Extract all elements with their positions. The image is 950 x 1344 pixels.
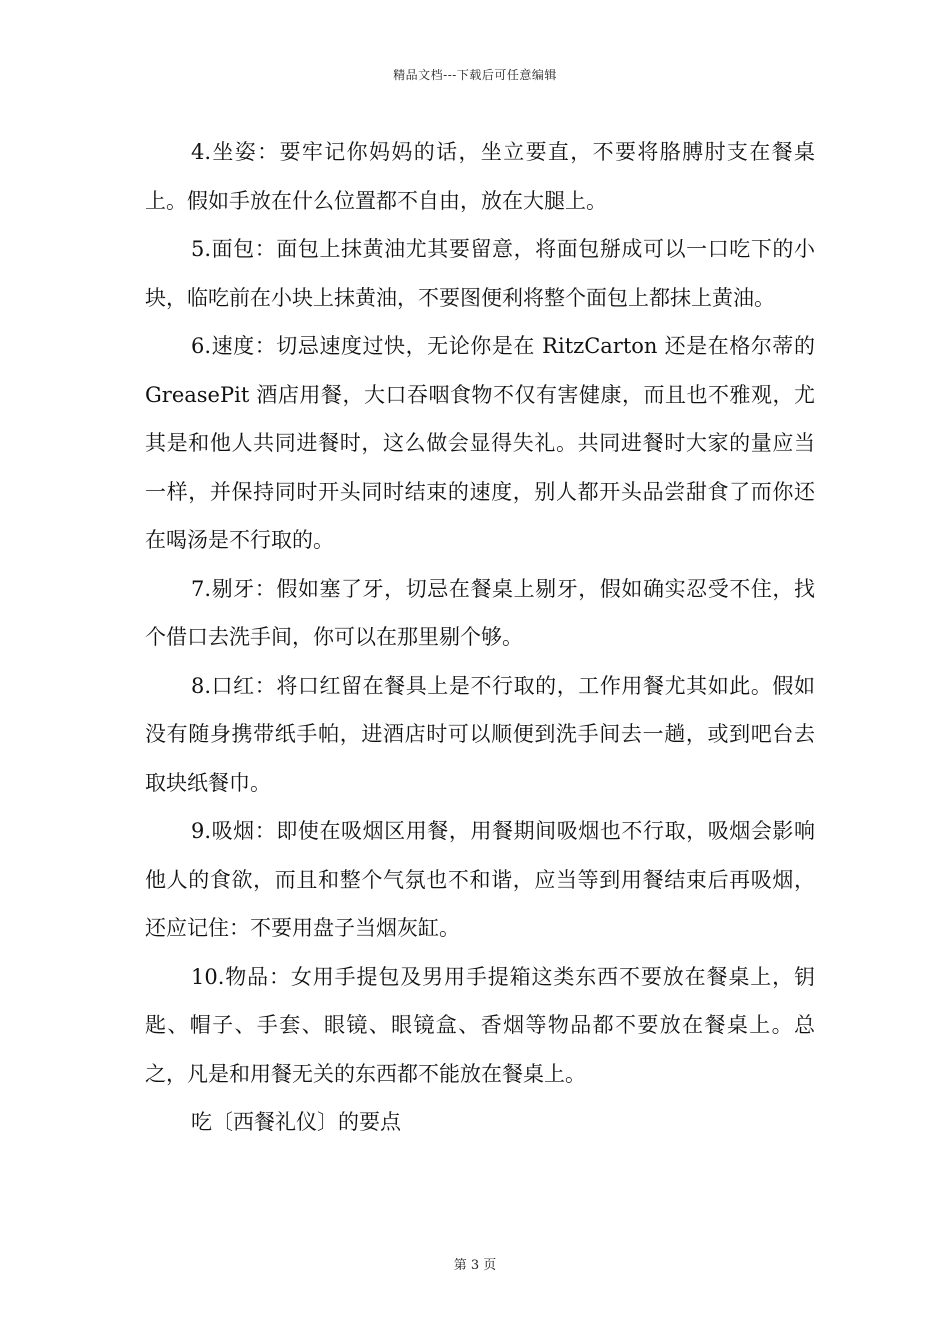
paragraph-smoking: 9.吸烟：即使在吸烟区用餐，用餐期间吸烟也不行取，吸烟会影响他人的食欲，而且和整个气氛也不和谐，应当等到用餐结束后再吸烟，还应记住：不要用盘子当烟灰缸。	[145, 819, 815, 940]
paragraph-lipstick: 8.口红：将口红留在餐具上是不行取的，工作用餐尤其如此。假如没有随身携带纸手帕，进酒店时可以顺便到洗手间去一趟，或到吧台去取块纸餐巾。	[145, 673, 815, 795]
paragraph-bread: 5.面包：面包上抹黄油尤其要留意，将面包掰成可以一口吃下的小块，临吃前在小块上抹黄油，不要图便利将整个面包上都抹上黄油。	[145, 237, 815, 310]
page-header: 精品文档---下载后可任意编辑	[393, 68, 557, 82]
paragraph-speed: 6.速度：切忌速度过快，无论你是在 RitzCarton 还是在格尔蒂的 GreasePit 酒店用餐，大口吞咽食物不仅有害健康，而且也不雅观，尤其是和他人共同进餐时，这么做会显得失礼。共同进餐时大家的量应当一样，并保持同时开头同时结束的速度，别人都开头品尝甜食了而你还在喝汤是不行取的。	[145, 334, 815, 552]
paragraph-belongings: 10.物品：女用手提包及男用手提箱这类东西不要放在餐桌上，钥匙、帽子、手套、眼镜、眼镜盒、香烟等物品都不要放在餐桌上。总之，凡是和用餐无关的东西都不能放在餐桌上。	[145, 964, 815, 1086]
section-heading: 吃〔西餐礼仪〕的要点	[191, 1110, 401, 1134]
document-body	[145, 128, 815, 1147]
paragraph-sitting-posture: 4.坐姿：要牢记你妈妈的话，坐立要直，不要将胳膊肘支在餐桌上。假如手放在什么位置都不自由，放在大腿上。	[145, 140, 815, 213]
paragraph-toothpick: 7.剔牙：假如塞了牙，切忌在餐桌上剔牙，假如确实忍受不住，找个借口去洗手间，你可以在那里剔个够。	[145, 576, 815, 649]
page-number: 第 3 页	[453, 1258, 497, 1273]
